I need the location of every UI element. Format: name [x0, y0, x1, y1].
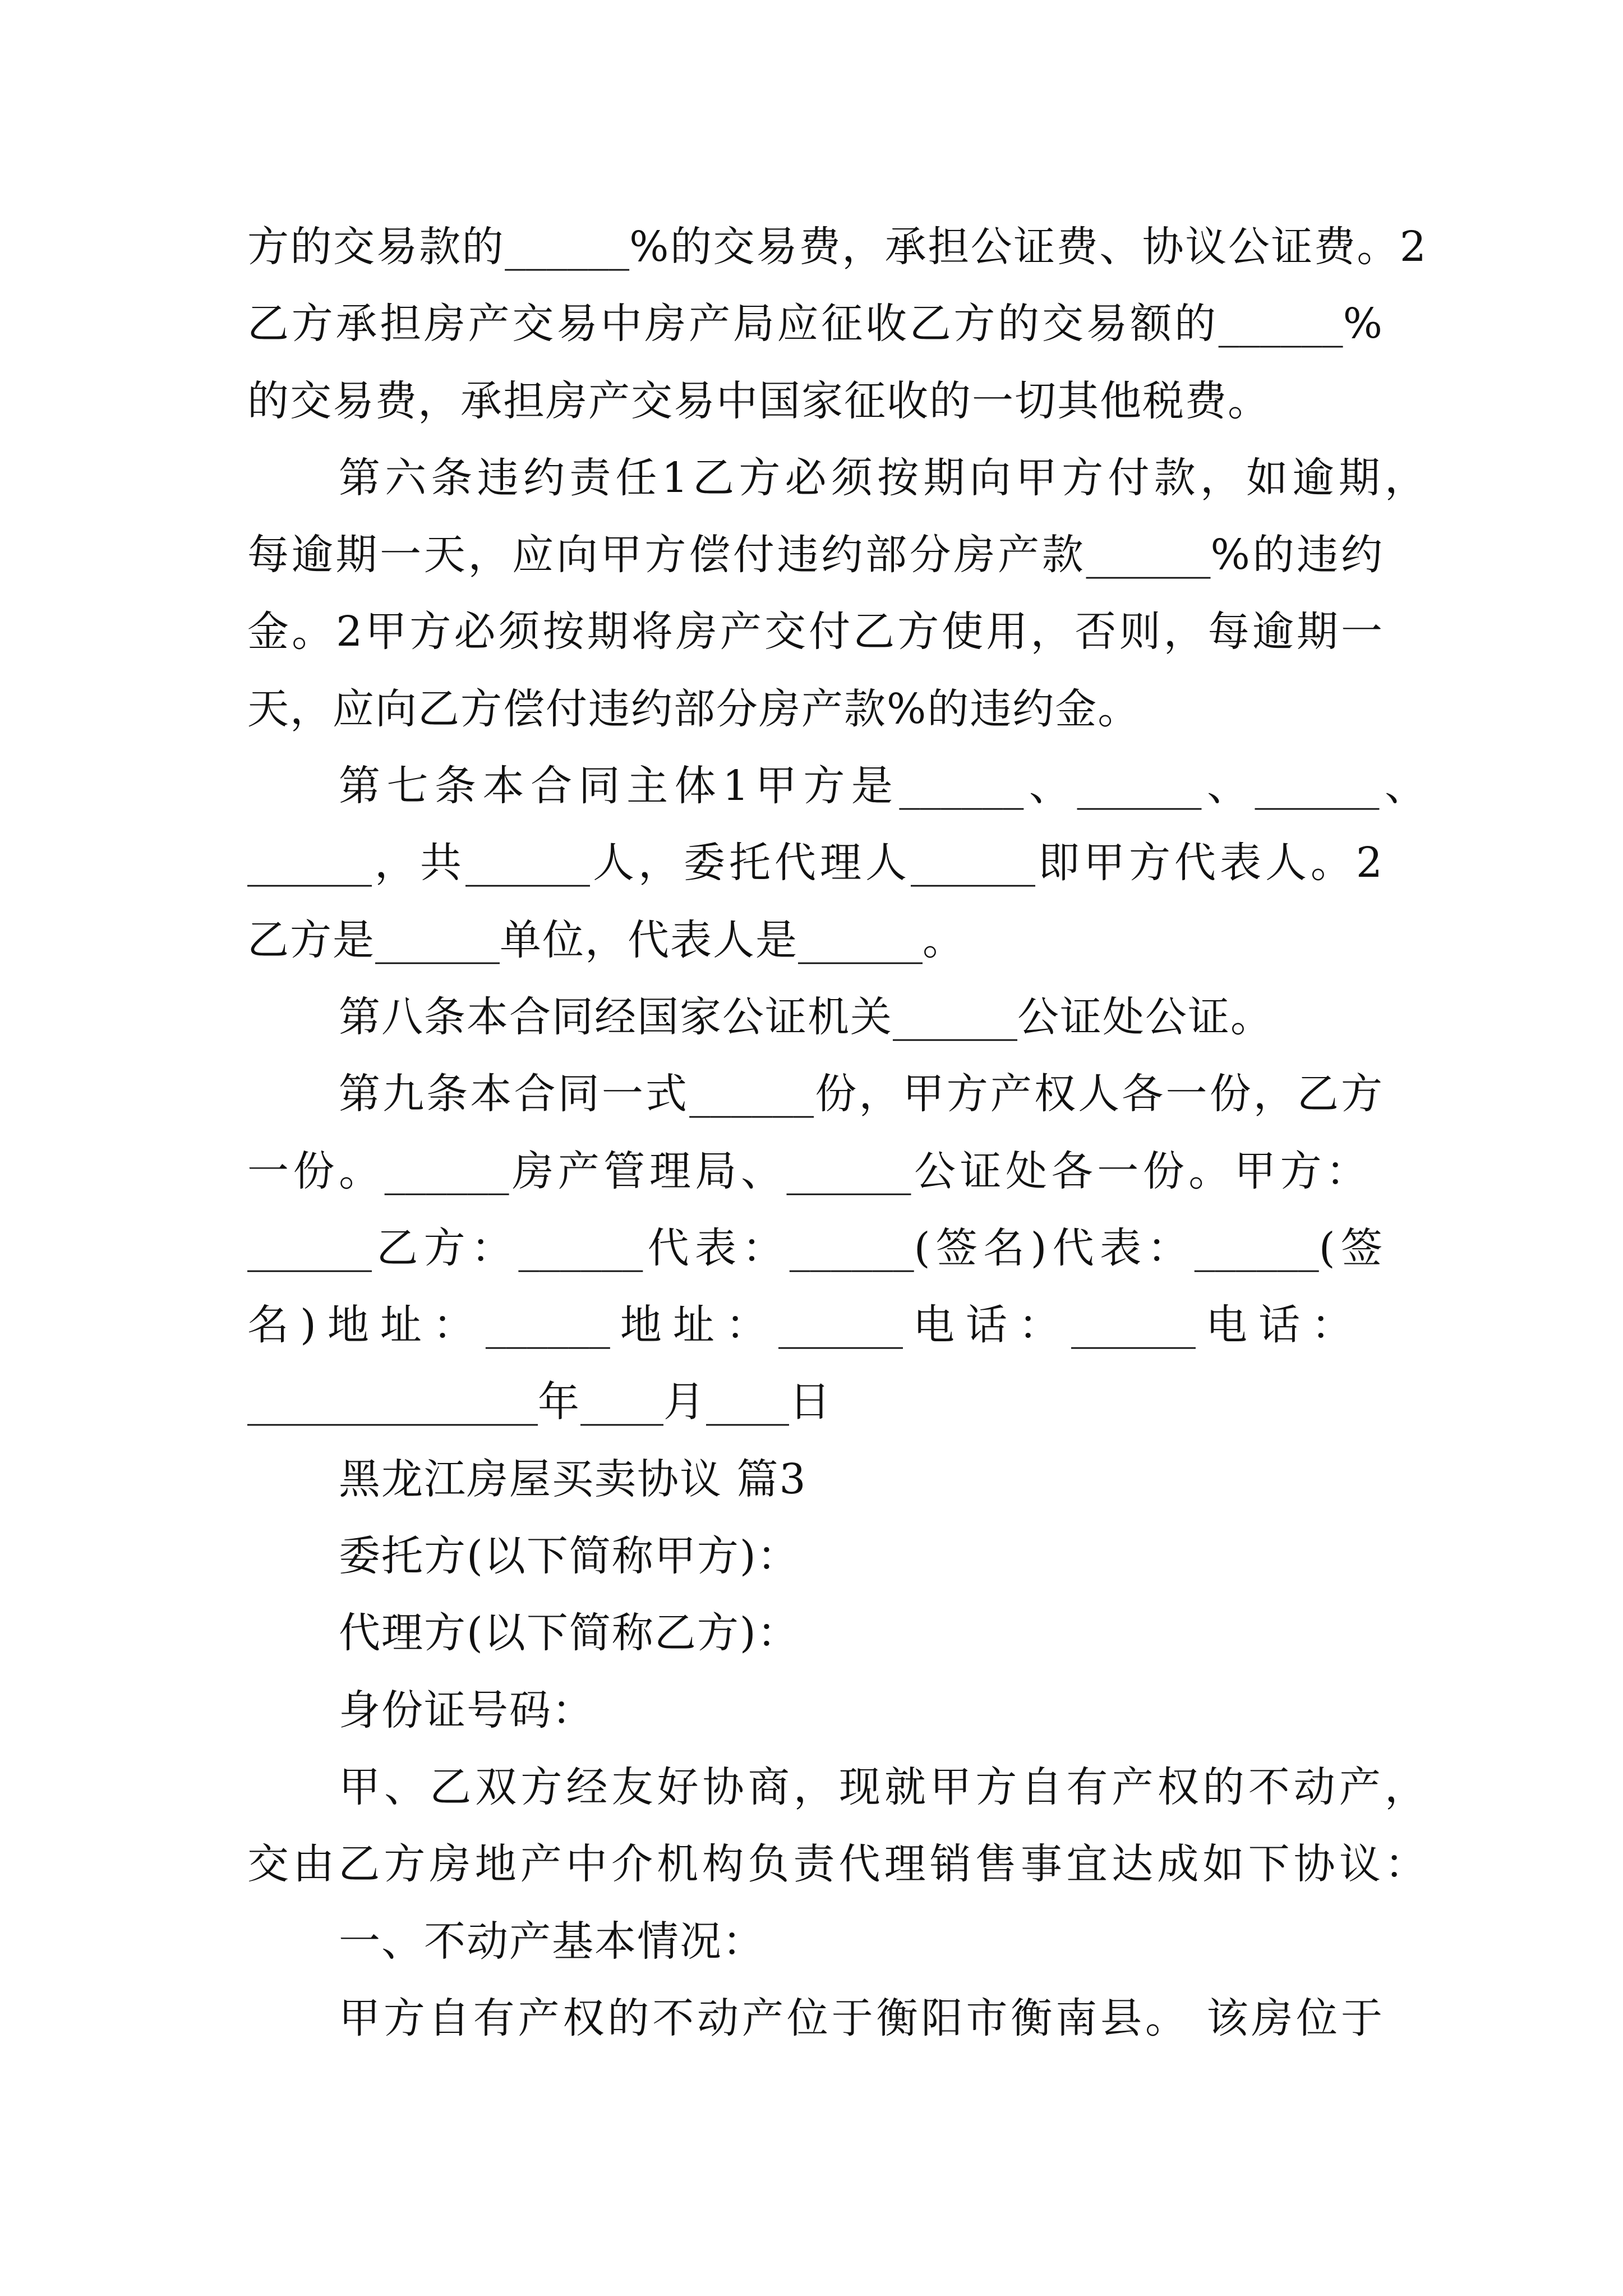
- principal-party-line: 委托方(以下简称甲方)：: [339, 1532, 800, 1581]
- blank-field: ______: [1255, 762, 1380, 811]
- fee-clause-line: 方的交易款的______%的交易费，承担公证费、协议公证费。2: [247, 223, 1427, 271]
- fee-clause-line: 乙方承担房产交易中房产局应征收乙方的交易额的______%: [247, 300, 1384, 348]
- blank-field: ______: [485, 1301, 610, 1350]
- article-6-breach-line: 金。2甲方必须按期将房产交付乙方使用，否则，每逾期一: [247, 608, 1384, 656]
- blank-field: ______: [778, 1301, 903, 1350]
- blank-field: ______: [893, 992, 1017, 1041]
- blank-field: ______: [465, 839, 590, 887]
- date-line: ______________年____月____日: [247, 1378, 832, 1427]
- agreement-intro-line: 甲、乙双方经友好协商，现就甲方自有产权的不动产，: [339, 1763, 1427, 1811]
- blank-field: ______: [786, 1147, 911, 1195]
- blank-field: ____: [706, 1378, 789, 1427]
- section-heading: 黑龙江房屋买卖协议 篇3: [339, 1455, 807, 1503]
- document-body: [247, 209, 1427, 2057]
- article-6-breach-line: 每逾期一天，应向甲方偿付违约部分房产款______%的违约: [247, 531, 1384, 579]
- article-7-parties-line: 乙方是______单位，代表人是______。: [247, 915, 965, 964]
- blank-field: ______: [375, 915, 500, 964]
- article-9-copies-line: 一份。______房产管理局、______公证处各一份。甲方：: [247, 1147, 1369, 1195]
- article-7-parties-line: 第七条本合同主体1甲方是______、______、______、: [339, 762, 1428, 811]
- blank-field: ______: [689, 1070, 814, 1119]
- blank-field: ______: [798, 915, 923, 964]
- article-6-breach-line: 第六条违约责任1乙方必须按期向甲方付款，如逾期，: [339, 453, 1427, 502]
- blank-field: ______: [505, 223, 630, 271]
- blank-field: ______: [247, 1223, 372, 1272]
- signature-line: ______乙方：______代表：______(签名)代表：______(签: [247, 1223, 1384, 1272]
- blank-field: ______: [247, 839, 372, 887]
- article-8-notarization-line: 第八条本合同经国家公证机关______公证处公证。: [339, 992, 1273, 1041]
- blank-field: ____: [580, 1378, 663, 1427]
- blank-field: ______: [1194, 1223, 1319, 1272]
- agent-party-line: 代理方(以下简称乙方)：: [339, 1609, 800, 1658]
- agreement-intro-line: 交由乙方房地产中介机构负责代理销售事宜达成如下协议：: [247, 1840, 1427, 1889]
- blank-field: ______: [899, 762, 1024, 811]
- fee-clause-line: 的交易费，承担房产交易中国家征收的一切其他税费。: [247, 376, 1270, 425]
- blank-field: ______________: [247, 1378, 538, 1427]
- address-phone-line: 名)地址：______地址：______电话：______电话：: [247, 1301, 1354, 1350]
- id-number-line: 身份证号码：: [339, 1686, 594, 1734]
- section-1-heading: 一、不动产基本情况：: [339, 1917, 765, 1966]
- blank-field: ______: [1086, 531, 1211, 579]
- blank-field: ______: [1077, 762, 1202, 811]
- article-7-parties-line: ______，共______人，委托代理人______即甲方代表人。2: [247, 839, 1384, 887]
- property-location-line: 甲方自有产权的不动产位于衡阳市衡南县。 该房位于: [339, 1994, 1384, 2042]
- blank-field: ______: [518, 1223, 643, 1272]
- article-9-copies-line: 第九条本合同一式______份，甲方产权人各一份，乙方: [339, 1070, 1384, 1119]
- blank-field: ______: [384, 1147, 509, 1195]
- blank-field: ______: [1071, 1301, 1196, 1350]
- article-6-breach-line: 天，应向乙方偿付违约部分房产款%的违约金。: [247, 684, 1141, 733]
- blank-field: ______: [789, 1223, 914, 1272]
- blank-field: ______: [910, 839, 1035, 887]
- blank-field: ______: [1218, 300, 1343, 348]
